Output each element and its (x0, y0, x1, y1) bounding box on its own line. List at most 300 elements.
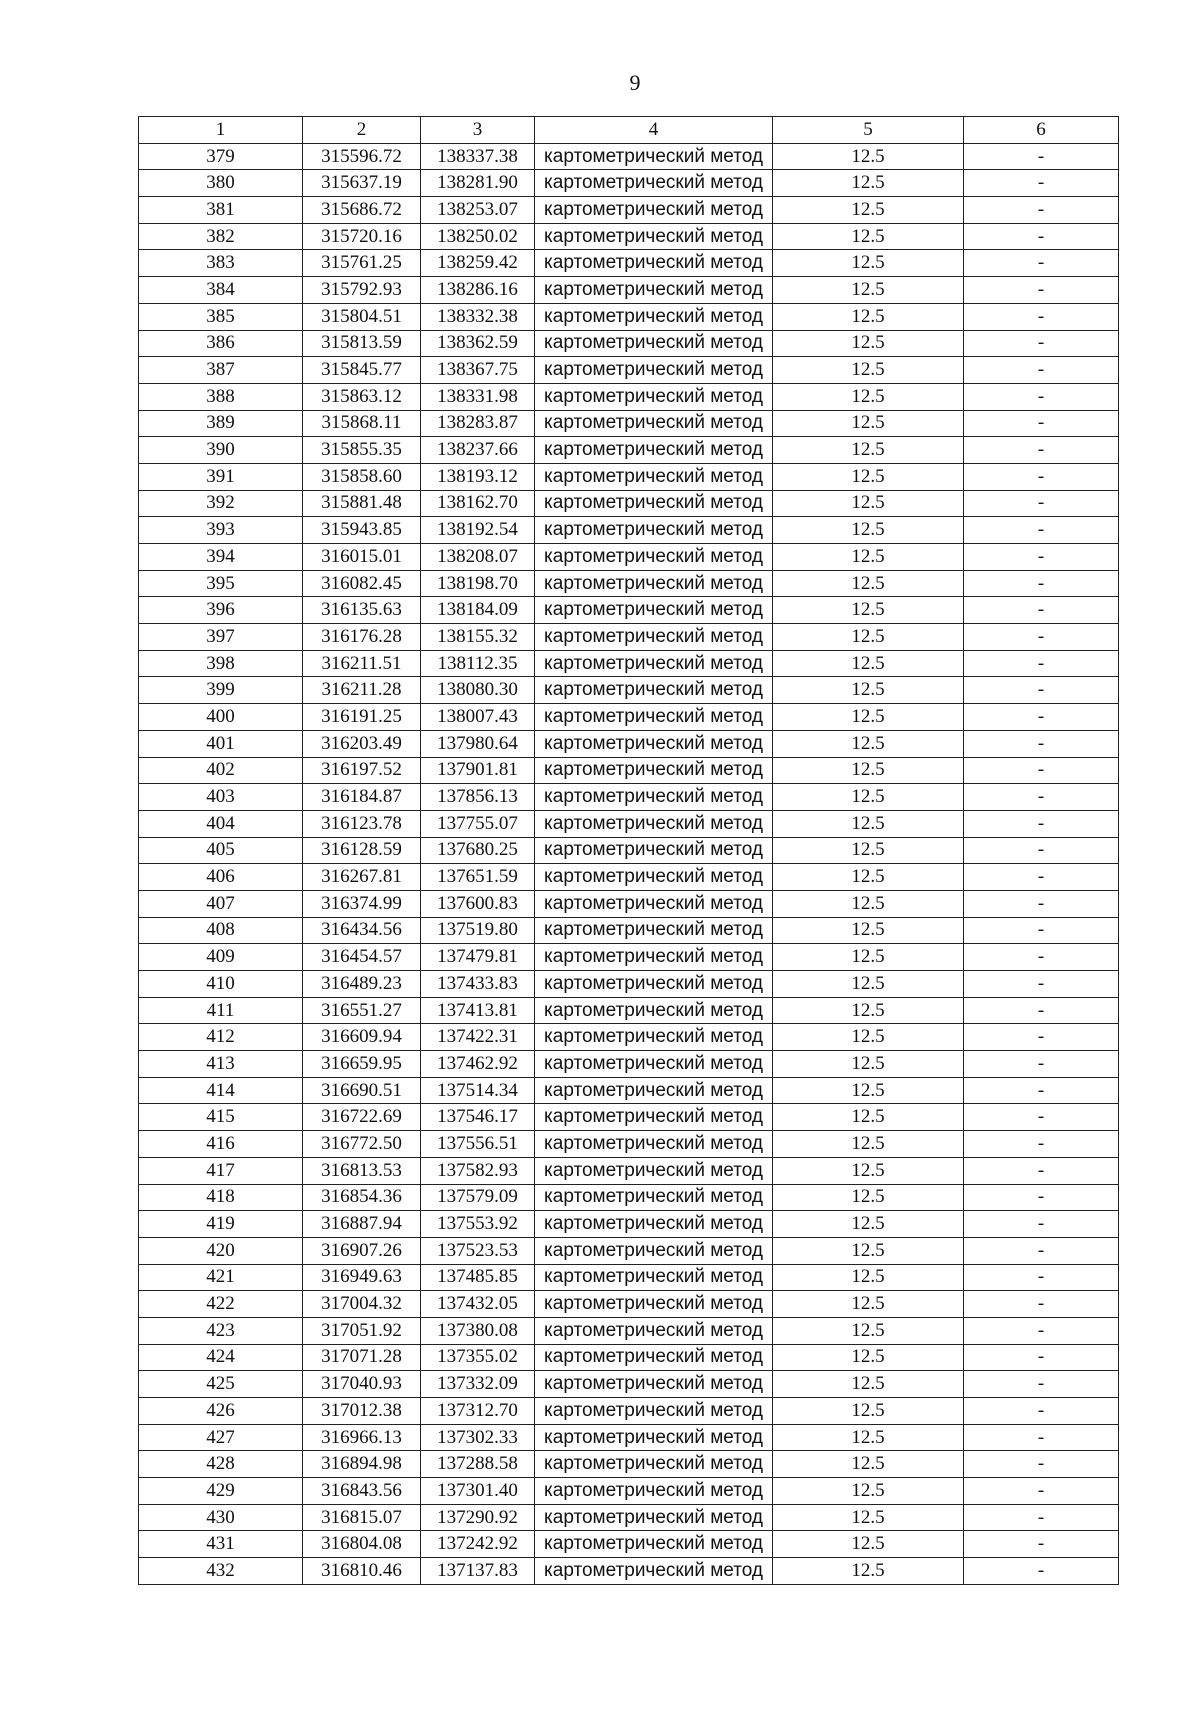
note-cell: - (964, 197, 1119, 224)
table-row (139, 971, 1119, 998)
note-cell: - (964, 1371, 1119, 1398)
note-cell: - (964, 143, 1119, 170)
accuracy-cell: 12.5 (773, 1371, 964, 1398)
y-coordinate-cell: 137600.83 (421, 890, 535, 917)
method-cell: картометрический метод (535, 757, 773, 784)
x-coordinate-cell: 316211.51 (303, 650, 421, 677)
accuracy-cell: 12.5 (773, 544, 964, 571)
accuracy-cell: 12.5 (773, 810, 964, 837)
x-coordinate-cell: 315863.12 (303, 383, 421, 410)
note-cell: - (964, 1264, 1119, 1291)
accuracy-cell: 12.5 (773, 784, 964, 811)
table-row (139, 944, 1119, 971)
method-cell: картометрический метод (535, 1398, 773, 1425)
table-row (139, 1344, 1119, 1371)
x-coordinate-cell: 316690.51 (303, 1077, 421, 1104)
point-number-cell: 385 (139, 303, 303, 330)
accuracy-cell: 12.5 (773, 517, 964, 544)
point-number-cell: 399 (139, 677, 303, 704)
method-cell: картометрический метод (535, 1291, 773, 1318)
x-coordinate-cell: 316722.69 (303, 1104, 421, 1131)
x-coordinate-cell: 315845.77 (303, 357, 421, 384)
accuracy-cell: 12.5 (773, 277, 964, 304)
accuracy-cell: 12.5 (773, 1131, 964, 1158)
x-coordinate-cell: 316659.95 (303, 1051, 421, 1078)
table-row (139, 1317, 1119, 1344)
accuracy-cell: 12.5 (773, 1024, 964, 1051)
method-cell: картометрический метод (535, 864, 773, 891)
point-number-cell: 395 (139, 570, 303, 597)
method-cell: картометрический метод (535, 1237, 773, 1264)
table-row (139, 197, 1119, 224)
y-coordinate-cell: 138362.59 (421, 330, 535, 357)
y-coordinate-cell: 137380.08 (421, 1317, 535, 1344)
note-cell: - (964, 704, 1119, 731)
note-cell: - (964, 597, 1119, 624)
y-coordinate-cell: 137553.92 (421, 1211, 535, 1238)
point-number-cell: 425 (139, 1371, 303, 1398)
note-cell: - (964, 250, 1119, 277)
accuracy-cell: 12.5 (773, 1291, 964, 1318)
y-coordinate-cell: 137546.17 (421, 1104, 535, 1131)
table-row (139, 463, 1119, 490)
point-number-cell: 382 (139, 223, 303, 250)
note-cell: - (964, 1024, 1119, 1051)
point-number-cell: 402 (139, 757, 303, 784)
y-coordinate-cell: 137332.09 (421, 1371, 535, 1398)
method-cell: картометрический метод (535, 1451, 773, 1478)
method-cell: картометрический метод (535, 1317, 773, 1344)
accuracy-cell: 12.5 (773, 624, 964, 651)
note-cell: - (964, 410, 1119, 437)
method-cell: картометрический метод (535, 837, 773, 864)
accuracy-cell: 12.5 (773, 1398, 964, 1425)
accuracy-cell: 12.5 (773, 997, 964, 1024)
method-cell: картометрический метод (535, 1077, 773, 1104)
table-row (139, 490, 1119, 517)
table-row (139, 1051, 1119, 1078)
x-coordinate-cell: 316203.49 (303, 730, 421, 757)
point-number-cell: 423 (139, 1317, 303, 1344)
point-number-cell: 391 (139, 463, 303, 490)
point-number-cell: 421 (139, 1264, 303, 1291)
note-cell: - (964, 624, 1119, 651)
x-coordinate-cell: 316191.25 (303, 704, 421, 731)
y-coordinate-cell: 137433.83 (421, 971, 535, 998)
point-number-cell: 403 (139, 784, 303, 811)
table-row (139, 810, 1119, 837)
note-cell: - (964, 1157, 1119, 1184)
table-row (139, 330, 1119, 357)
x-coordinate-cell: 316015.01 (303, 544, 421, 571)
x-coordinate-cell: 315804.51 (303, 303, 421, 330)
y-coordinate-cell: 137432.05 (421, 1291, 535, 1318)
column-header: 6 (964, 117, 1119, 144)
method-cell: картометрический метод (535, 677, 773, 704)
method-cell: картометрический метод (535, 624, 773, 651)
column-header: 1 (139, 117, 303, 144)
point-number-cell: 397 (139, 624, 303, 651)
note-cell: - (964, 1531, 1119, 1558)
y-coordinate-cell: 137680.25 (421, 837, 535, 864)
note-cell: - (964, 837, 1119, 864)
accuracy-cell: 12.5 (773, 143, 964, 170)
method-cell: картометрический метод (535, 544, 773, 571)
accuracy-cell: 12.5 (773, 730, 964, 757)
method-cell: картометрический метод (535, 1558, 773, 1585)
method-cell: картометрический метод (535, 730, 773, 757)
accuracy-cell: 12.5 (773, 1104, 964, 1131)
x-coordinate-cell: 316267.81 (303, 864, 421, 891)
table-row (139, 223, 1119, 250)
x-coordinate-cell: 315761.25 (303, 250, 421, 277)
x-coordinate-cell: 316609.94 (303, 1024, 421, 1051)
y-coordinate-cell: 137413.81 (421, 997, 535, 1024)
accuracy-cell: 12.5 (773, 383, 964, 410)
accuracy-cell: 12.5 (773, 303, 964, 330)
accuracy-cell: 12.5 (773, 971, 964, 998)
accuracy-cell: 12.5 (773, 197, 964, 224)
method-cell: картометрический метод (535, 383, 773, 410)
accuracy-cell: 12.5 (773, 597, 964, 624)
method-cell: картометрический метод (535, 597, 773, 624)
table-row (139, 1451, 1119, 1478)
point-number-cell: 432 (139, 1558, 303, 1585)
note-cell: - (964, 917, 1119, 944)
y-coordinate-cell: 137479.81 (421, 944, 535, 971)
y-coordinate-cell: 137312.70 (421, 1398, 535, 1425)
accuracy-cell: 12.5 (773, 864, 964, 891)
accuracy-cell: 12.5 (773, 704, 964, 731)
accuracy-cell: 12.5 (773, 463, 964, 490)
table-row (139, 357, 1119, 384)
point-number-cell: 400 (139, 704, 303, 731)
x-coordinate-cell: 315596.72 (303, 143, 421, 170)
x-coordinate-cell: 316374.99 (303, 890, 421, 917)
table-row (139, 1264, 1119, 1291)
point-number-cell: 408 (139, 917, 303, 944)
table-row (139, 410, 1119, 437)
accuracy-cell: 12.5 (773, 357, 964, 384)
accuracy-cell: 12.5 (773, 757, 964, 784)
y-coordinate-cell: 137519.80 (421, 917, 535, 944)
point-number-cell: 396 (139, 597, 303, 624)
x-coordinate-cell: 316966.13 (303, 1424, 421, 1451)
point-number-cell: 383 (139, 250, 303, 277)
x-coordinate-cell: 315792.93 (303, 277, 421, 304)
table-row (139, 1371, 1119, 1398)
note-cell: - (964, 517, 1119, 544)
point-number-cell: 411 (139, 997, 303, 1024)
table-row (139, 1478, 1119, 1505)
point-number-cell: 416 (139, 1131, 303, 1158)
method-cell: картометрический метод (535, 704, 773, 731)
x-coordinate-cell: 315881.48 (303, 490, 421, 517)
table-row (139, 997, 1119, 1024)
accuracy-cell: 12.5 (773, 223, 964, 250)
y-coordinate-cell: 138007.43 (421, 704, 535, 731)
point-number-cell: 413 (139, 1051, 303, 1078)
point-number-cell: 384 (139, 277, 303, 304)
column-header: 4 (535, 117, 773, 144)
accuracy-cell: 12.5 (773, 1317, 964, 1344)
note-cell: - (964, 570, 1119, 597)
table-body (139, 143, 1119, 1584)
table-row (139, 597, 1119, 624)
note-cell: - (964, 170, 1119, 197)
method-cell: картометрический метод (535, 944, 773, 971)
table-row (139, 1504, 1119, 1531)
y-coordinate-cell: 138184.09 (421, 597, 535, 624)
method-cell: картометрический метод (535, 1131, 773, 1158)
point-number-cell: 380 (139, 170, 303, 197)
y-coordinate-cell: 138332.38 (421, 303, 535, 330)
x-coordinate-cell: 316894.98 (303, 1451, 421, 1478)
note-cell: - (964, 784, 1119, 811)
y-coordinate-cell: 137137.83 (421, 1558, 535, 1585)
accuracy-cell: 12.5 (773, 917, 964, 944)
y-coordinate-cell: 137355.02 (421, 1344, 535, 1371)
method-cell: картометрический метод (535, 437, 773, 464)
point-number-cell: 415 (139, 1104, 303, 1131)
table-row (139, 704, 1119, 731)
accuracy-cell: 12.5 (773, 944, 964, 971)
note-cell: - (964, 1344, 1119, 1371)
y-coordinate-cell: 137755.07 (421, 810, 535, 837)
x-coordinate-cell: 317040.93 (303, 1371, 421, 1398)
x-coordinate-cell: 316854.36 (303, 1184, 421, 1211)
point-number-cell: 386 (139, 330, 303, 357)
point-number-cell: 401 (139, 730, 303, 757)
method-cell: картометрический метод (535, 410, 773, 437)
accuracy-cell: 12.5 (773, 890, 964, 917)
point-number-cell: 427 (139, 1424, 303, 1451)
y-coordinate-cell: 138367.75 (421, 357, 535, 384)
method-cell: картометрический метод (535, 1051, 773, 1078)
table-row (139, 383, 1119, 410)
table-row (139, 544, 1119, 571)
method-cell: картометрический метод (535, 917, 773, 944)
table-row (139, 784, 1119, 811)
table-row (139, 517, 1119, 544)
method-cell: картометрический метод (535, 1424, 773, 1451)
method-cell: картометрический метод (535, 490, 773, 517)
table-row (139, 170, 1119, 197)
method-cell: картометрический метод (535, 1264, 773, 1291)
table-row (139, 1558, 1119, 1585)
note-cell: - (964, 1104, 1119, 1131)
note-cell: - (964, 997, 1119, 1024)
y-coordinate-cell: 137301.40 (421, 1478, 535, 1505)
x-coordinate-cell: 317012.38 (303, 1398, 421, 1425)
x-coordinate-cell: 316434.56 (303, 917, 421, 944)
table-row (139, 757, 1119, 784)
x-coordinate-cell: 316454.57 (303, 944, 421, 971)
accuracy-cell: 12.5 (773, 250, 964, 277)
x-coordinate-cell: 317004.32 (303, 1291, 421, 1318)
point-number-cell: 419 (139, 1211, 303, 1238)
table-row (139, 1077, 1119, 1104)
note-cell: - (964, 1478, 1119, 1505)
note-cell: - (964, 864, 1119, 891)
note-cell: - (964, 971, 1119, 998)
point-number-cell: 388 (139, 383, 303, 410)
table-row (139, 143, 1119, 170)
method-cell: картометрический метод (535, 170, 773, 197)
y-coordinate-cell: 138250.02 (421, 223, 535, 250)
accuracy-cell: 12.5 (773, 1157, 964, 1184)
table-row (139, 437, 1119, 464)
table-row (139, 1024, 1119, 1051)
y-coordinate-cell: 137485.85 (421, 1264, 535, 1291)
x-coordinate-cell: 316949.63 (303, 1264, 421, 1291)
note-cell: - (964, 437, 1119, 464)
y-coordinate-cell: 137514.34 (421, 1077, 535, 1104)
y-coordinate-cell: 138080.30 (421, 677, 535, 704)
accuracy-cell: 12.5 (773, 1344, 964, 1371)
note-cell: - (964, 357, 1119, 384)
point-number-cell: 392 (139, 490, 303, 517)
method-cell: картометрический метод (535, 463, 773, 490)
point-number-cell: 412 (139, 1024, 303, 1051)
point-number-cell: 424 (139, 1344, 303, 1371)
y-coordinate-cell: 138162.70 (421, 490, 535, 517)
note-cell: - (964, 463, 1119, 490)
method-cell: картометрический метод (535, 784, 773, 811)
x-coordinate-cell: 315855.35 (303, 437, 421, 464)
table-header (139, 117, 1119, 144)
y-coordinate-cell: 137579.09 (421, 1184, 535, 1211)
accuracy-cell: 12.5 (773, 1558, 964, 1585)
accuracy-cell: 12.5 (773, 1451, 964, 1478)
accuracy-cell: 12.5 (773, 837, 964, 864)
y-coordinate-cell: 138281.90 (421, 170, 535, 197)
note-cell: - (964, 330, 1119, 357)
y-coordinate-cell: 137980.64 (421, 730, 535, 757)
method-cell: картометрический метод (535, 330, 773, 357)
point-number-cell: 393 (139, 517, 303, 544)
accuracy-cell: 12.5 (773, 1264, 964, 1291)
note-cell: - (964, 223, 1119, 250)
x-coordinate-cell: 316197.52 (303, 757, 421, 784)
table-row (139, 1184, 1119, 1211)
x-coordinate-cell: 316810.46 (303, 1558, 421, 1585)
accuracy-cell: 12.5 (773, 1051, 964, 1078)
method-cell: картометрический метод (535, 1024, 773, 1051)
y-coordinate-cell: 138283.87 (421, 410, 535, 437)
accuracy-cell: 12.5 (773, 1531, 964, 1558)
note-cell: - (964, 1398, 1119, 1425)
y-coordinate-cell: 138192.54 (421, 517, 535, 544)
x-coordinate-cell: 315686.72 (303, 197, 421, 224)
method-cell: картометрический метод (535, 890, 773, 917)
note-cell: - (964, 544, 1119, 571)
y-coordinate-cell: 138155.32 (421, 624, 535, 651)
table-row (139, 250, 1119, 277)
y-coordinate-cell: 138331.98 (421, 383, 535, 410)
y-coordinate-cell: 137901.81 (421, 757, 535, 784)
method-cell: картометрический метод (535, 223, 773, 250)
x-coordinate-cell: 315868.11 (303, 410, 421, 437)
method-cell: картометрический метод (535, 1211, 773, 1238)
table-row (139, 890, 1119, 917)
table-row (139, 864, 1119, 891)
table-row (139, 730, 1119, 757)
y-coordinate-cell: 137302.33 (421, 1424, 535, 1451)
column-header: 3 (421, 117, 535, 144)
point-number-cell: 414 (139, 1077, 303, 1104)
point-number-cell: 429 (139, 1478, 303, 1505)
table-row (139, 277, 1119, 304)
note-cell: - (964, 1131, 1119, 1158)
method-cell: картометрический метод (535, 1344, 773, 1371)
y-coordinate-cell: 137651.59 (421, 864, 535, 891)
y-coordinate-cell: 137556.51 (421, 1131, 535, 1158)
y-coordinate-cell: 138337.38 (421, 143, 535, 170)
accuracy-cell: 12.5 (773, 1077, 964, 1104)
table-row (139, 1157, 1119, 1184)
point-number-cell: 381 (139, 197, 303, 224)
table-row (139, 1398, 1119, 1425)
note-cell: - (964, 1237, 1119, 1264)
y-coordinate-cell: 138193.12 (421, 463, 535, 490)
method-cell: картометрический метод (535, 997, 773, 1024)
note-cell: - (964, 730, 1119, 757)
table-row (139, 624, 1119, 651)
point-number-cell: 422 (139, 1291, 303, 1318)
method-cell: картометрический метод (535, 277, 773, 304)
x-coordinate-cell: 316211.28 (303, 677, 421, 704)
y-coordinate-cell: 137242.92 (421, 1531, 535, 1558)
y-coordinate-cell: 138112.35 (421, 650, 535, 677)
point-number-cell: 417 (139, 1157, 303, 1184)
header-row (139, 117, 1119, 144)
note-cell: - (964, 677, 1119, 704)
accuracy-cell: 12.5 (773, 1237, 964, 1264)
method-cell: картометрический метод (535, 1157, 773, 1184)
point-number-cell: 430 (139, 1504, 303, 1531)
note-cell: - (964, 490, 1119, 517)
table-row (139, 837, 1119, 864)
y-coordinate-cell: 137582.93 (421, 1157, 535, 1184)
x-coordinate-cell: 317051.92 (303, 1317, 421, 1344)
x-coordinate-cell: 315637.19 (303, 170, 421, 197)
method-cell: картометрический метод (535, 143, 773, 170)
x-coordinate-cell: 316082.45 (303, 570, 421, 597)
note-cell: - (964, 1077, 1119, 1104)
note-cell: - (964, 1451, 1119, 1478)
accuracy-cell: 12.5 (773, 1211, 964, 1238)
note-cell: - (964, 1504, 1119, 1531)
column-header: 2 (303, 117, 421, 144)
method-cell: картометрический метод (535, 1104, 773, 1131)
point-number-cell: 418 (139, 1184, 303, 1211)
accuracy-cell: 12.5 (773, 330, 964, 357)
coordinates-table (138, 116, 1119, 1585)
x-coordinate-cell: 316843.56 (303, 1478, 421, 1505)
note-cell: - (964, 1211, 1119, 1238)
method-cell: картометрический метод (535, 303, 773, 330)
x-coordinate-cell: 315813.59 (303, 330, 421, 357)
point-number-cell: 404 (139, 810, 303, 837)
column-header: 5 (773, 117, 964, 144)
point-number-cell: 398 (139, 650, 303, 677)
accuracy-cell: 12.5 (773, 490, 964, 517)
table-row (139, 1131, 1119, 1158)
note-cell: - (964, 383, 1119, 410)
accuracy-cell: 12.5 (773, 677, 964, 704)
x-coordinate-cell: 316815.07 (303, 1504, 421, 1531)
